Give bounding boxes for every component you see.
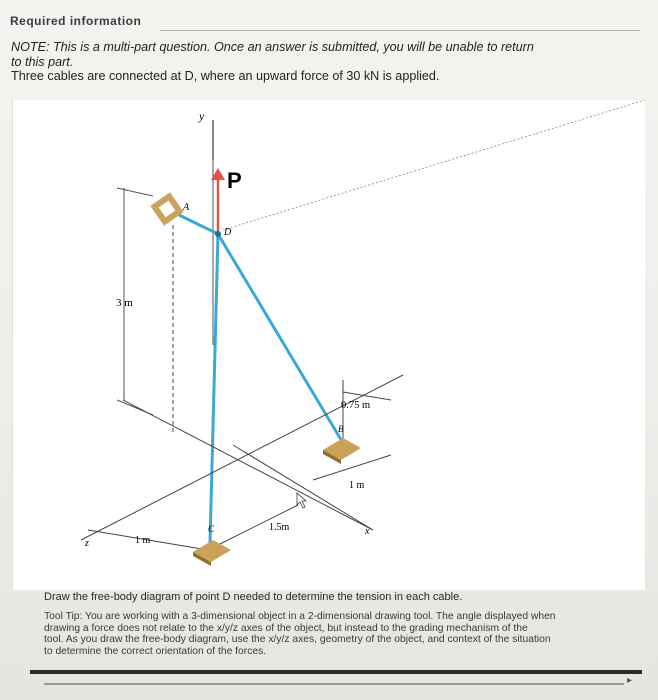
dim-1m-left-label: 1 m xyxy=(135,535,151,546)
instruction-caption: Draw the free-body diagram of point D needed to determine the tension in each cable. xyxy=(44,591,463,603)
dim-1-5m-label: 1.5m xyxy=(269,522,290,533)
divider xyxy=(160,30,640,31)
tool-tip-line-4: to determine the correct orientation of the forces. xyxy=(44,645,267,657)
cable-DC xyxy=(210,234,218,543)
scroll-right-icon[interactable]: ▸ xyxy=(627,675,633,686)
cable-DB xyxy=(218,234,343,443)
label-x: x xyxy=(365,526,370,537)
dim-0-75m-label: 0.75 m xyxy=(341,400,371,411)
note-line-1: NOTE: This is a multi-part question. Once an answer is submitted, you will be unable to return xyxy=(11,40,534,54)
label-y: y xyxy=(199,109,205,123)
section-title: Required information xyxy=(10,14,142,28)
drawing-tool-toolbar[interactable] xyxy=(30,670,642,674)
label-A: A xyxy=(183,202,190,213)
note-line-3: Three cables are connected at D, where an upward force of 30 kN is applied. xyxy=(11,69,440,83)
dim-3m-top-tick xyxy=(117,188,153,196)
label-C: C xyxy=(208,524,215,534)
drawing-tool-scrollbar[interactable] xyxy=(44,683,624,685)
dim-3m-label: 3 m xyxy=(116,297,133,309)
section-header xyxy=(0,14,658,32)
problem-note xyxy=(11,40,641,84)
tool-tip-line-1: Tool Tip: You are working with a 3-dimensional object in a 2-dimensional drawing tool. The angle displayed when xyxy=(44,611,556,622)
cable-diagram xyxy=(13,100,645,590)
label-B: B xyxy=(338,424,344,434)
tool-tip-line-3: tool. As you draw the free-body diagram, use the x/y/z axes, geometry of the object, and context of the situation xyxy=(44,634,551,645)
label-D: D xyxy=(224,227,232,238)
note-line-2: to this part. xyxy=(11,54,74,69)
label-z: z xyxy=(85,538,89,549)
point-D xyxy=(215,231,221,237)
floor-1m-right-line xyxy=(313,455,391,480)
diagram-panel xyxy=(12,100,645,590)
floor-x-line xyxy=(123,400,373,530)
dim-1m-right-label: 1 m xyxy=(349,480,365,491)
label-P: P xyxy=(227,168,242,193)
tool-tip xyxy=(44,611,649,657)
dotted-ref-line xyxy=(223,100,645,230)
tool-tip-line-2: drawing a force does not relate to the x/y/z axes of the object, but instead to the grading mechanism of the xyxy=(44,622,528,634)
cable-DA xyxy=(179,215,218,234)
cursor-icon xyxy=(297,493,306,508)
